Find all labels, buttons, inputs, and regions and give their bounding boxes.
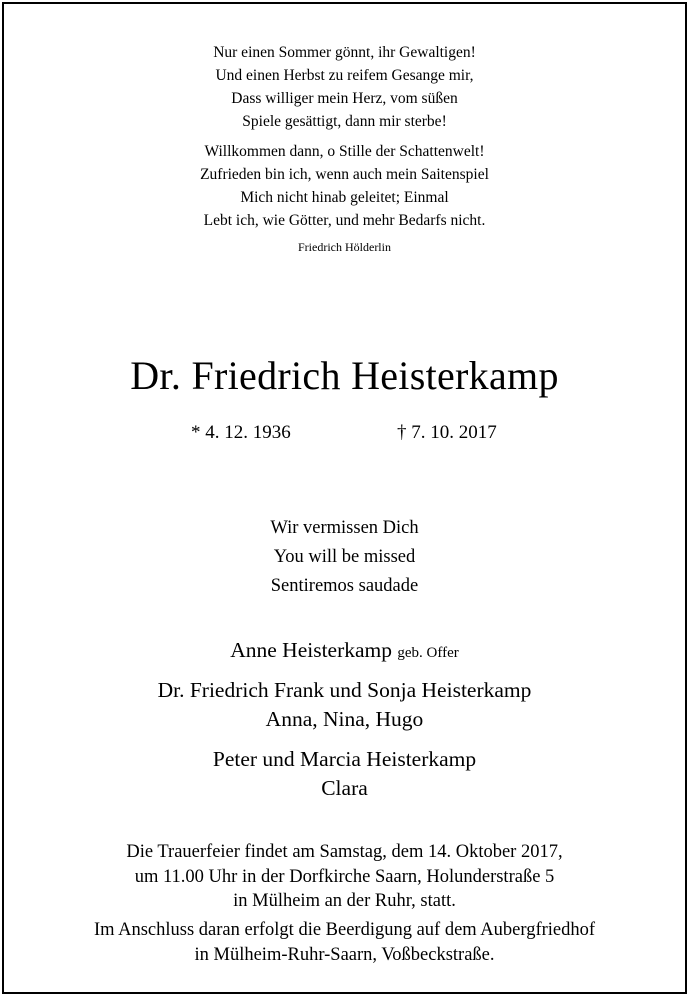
missed-line: Wir vermissen Dich <box>270 518 419 538</box>
poem-line: Zufrieden bin ich, wenn auch mein Saitenspiel <box>200 166 489 183</box>
missed-line: You will be missed <box>273 547 416 567</box>
burial-info <box>4 918 685 967</box>
poem-line: Lebt ich, wie Götter, und mehr Bedarfs nicht. <box>203 212 486 229</box>
deceased-name: Dr. Friedrich Heisterkamp <box>130 353 559 398</box>
family-line: Peter und Marcia Heisterkamp <box>212 747 477 771</box>
family-group-2 <box>4 745 685 803</box>
poem-line: Nur einen Sommer gönnt, ihr Gewaltigen! <box>213 44 476 61</box>
poem-line: Willkommen dann, o Stille der Schattenwelt! <box>204 143 485 160</box>
obituary-card <box>2 2 687 994</box>
family-widow <box>4 636 685 668</box>
info-line: Im Anschluss daran erfolgt die Beerdigung auf dem Aubergfriedhof <box>93 920 596 940</box>
poem-author: Friedrich Hölderlin <box>298 240 391 254</box>
poem-line: Und einen Herbst zu reifem Gesange mir, <box>215 67 474 84</box>
poem-line: Spiele gesättigt, dann mir sterbe! <box>242 113 447 130</box>
missed-message <box>4 514 685 601</box>
birth-date: * 4. 12. 1936 <box>191 422 291 443</box>
family-line: Dr. Friedrich Frank und Sonja Heisterkamp <box>157 678 532 702</box>
missed-line: Sentiremos saudade <box>270 576 419 596</box>
family-line: Clara <box>321 776 368 800</box>
poem-stanza-1 <box>4 41 685 133</box>
poem-line: Dass williger mein Herz, vom süßen <box>231 90 458 107</box>
poem-line: Mich nicht hinab geleitet; Einmal <box>240 189 449 206</box>
poem-stanza-2 <box>4 140 685 232</box>
info-line: Die Trauerfeier findet am Samstag, dem 14. Oktober 2017, <box>126 842 563 862</box>
info-line: in Mülheim-Ruhr-Saarn, Voßbeckstraße. <box>194 944 495 965</box>
ceremony-info <box>4 840 685 914</box>
info-line: in Mülheim an der Ruhr, statt. <box>233 891 456 911</box>
death-date: † 7. 10. 2017 <box>397 422 497 443</box>
widow-name: Anne Heisterkamp <box>230 638 393 662</box>
family-group-1 <box>4 676 685 734</box>
family-line: Anna, Nina, Hugo <box>265 707 424 731</box>
widow-nee: geb. Offer <box>397 645 459 661</box>
info-line: um 11.00 Uhr in der Dorfkirche Saarn, Holunderstraße 5 <box>134 866 555 887</box>
